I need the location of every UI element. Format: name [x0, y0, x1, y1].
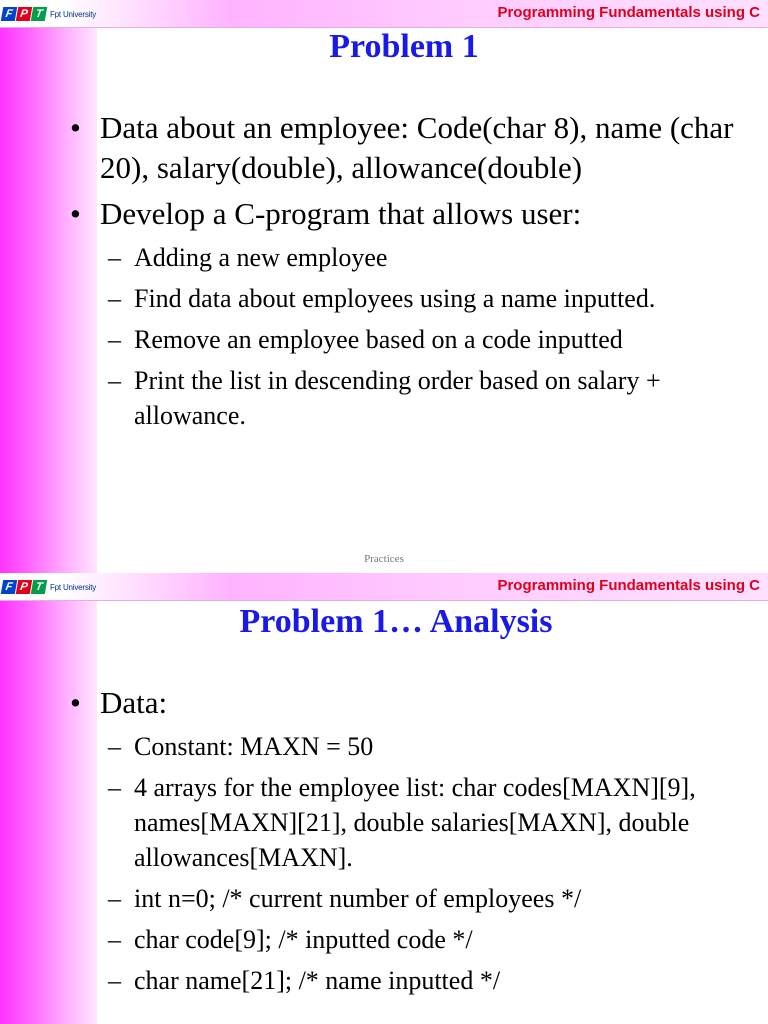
slide-2 — [0, 573, 768, 1024]
sub-item — [108, 240, 738, 275]
dash-mark: – — [108, 325, 121, 354]
sub-item-text: 4 arrays for the employee list: char codes[MAXN][9], names[MAXN][21], double salaries[MAXN], double allowances[MAXN]. — [134, 773, 696, 872]
sub-item-text: Find data about employees using a name inputted. — [134, 284, 656, 313]
bullet-text: Data: — [100, 685, 168, 720]
sub-item — [108, 281, 738, 316]
bullet-item — [70, 108, 738, 188]
dash-mark: – — [108, 966, 121, 995]
dash-mark: – — [108, 925, 121, 954]
logo-text: Fpt University — [50, 9, 97, 19]
sub-item — [108, 881, 738, 916]
slide-header — [0, 0, 768, 28]
course-title: Programming Fundamentals using C — [497, 4, 760, 21]
logo-letter-f: F — [1, 580, 17, 594]
dash-mark: – — [108, 366, 121, 395]
slide-header — [0, 573, 768, 601]
sub-item — [108, 322, 738, 357]
logo-letter-p: P — [16, 7, 32, 21]
bullet-mark: • — [70, 685, 81, 720]
slide-title: Problem 1… Analysis — [239, 603, 553, 640]
bullet-mark: • — [70, 196, 81, 231]
sub-item-text: Adding a new employee — [134, 243, 388, 272]
course-title: Programming Fundamentals using C — [497, 577, 760, 594]
sub-item-text: char code[9]; /* inputted code */ — [134, 925, 473, 954]
bullet-mark: • — [70, 110, 81, 145]
sub-item — [108, 922, 738, 957]
slide-content — [70, 683, 738, 1004]
sub-item-text: Remove an employee based on a code inputted — [134, 325, 623, 354]
logo-letter-f: F — [1, 7, 17, 21]
dash-mark: – — [108, 243, 121, 272]
sub-item — [108, 729, 738, 764]
slide-title: Problem 1 — [329, 28, 479, 65]
sub-item-text: Print the list in descending order based on salary + allowance. — [134, 366, 661, 430]
sub-item-text: int n=0; /* current number of employees */ — [134, 884, 582, 913]
logo-letter-p: P — [16, 580, 32, 594]
bullet-item — [70, 683, 738, 723]
dash-mark: – — [108, 884, 121, 913]
sub-item — [108, 363, 738, 433]
dash-mark: – — [108, 773, 121, 802]
dash-mark: – — [108, 732, 121, 761]
slide-content — [70, 108, 738, 439]
sub-item-text: char name[21]; /* name inputted */ — [134, 966, 501, 995]
sub-item-text: Constant: MAXN = 50 — [134, 732, 374, 761]
logo-letter-t: T — [31, 580, 47, 594]
logo-text: Fpt University — [50, 582, 97, 592]
dash-mark: – — [108, 284, 121, 313]
fpt-logo — [2, 577, 96, 597]
sub-item — [108, 963, 738, 998]
bullet-text: Develop a C-program that allows user: — [100, 196, 582, 231]
bullet-item — [70, 194, 738, 234]
sub-item — [108, 770, 738, 875]
logo-letter-t: T — [31, 7, 47, 21]
bullet-text: Data about an employee: Code(char 8), name (char 20), salary(double), allowance(double) — [100, 110, 734, 185]
slide-footer: Practices — [364, 553, 404, 565]
fpt-logo — [2, 4, 96, 24]
